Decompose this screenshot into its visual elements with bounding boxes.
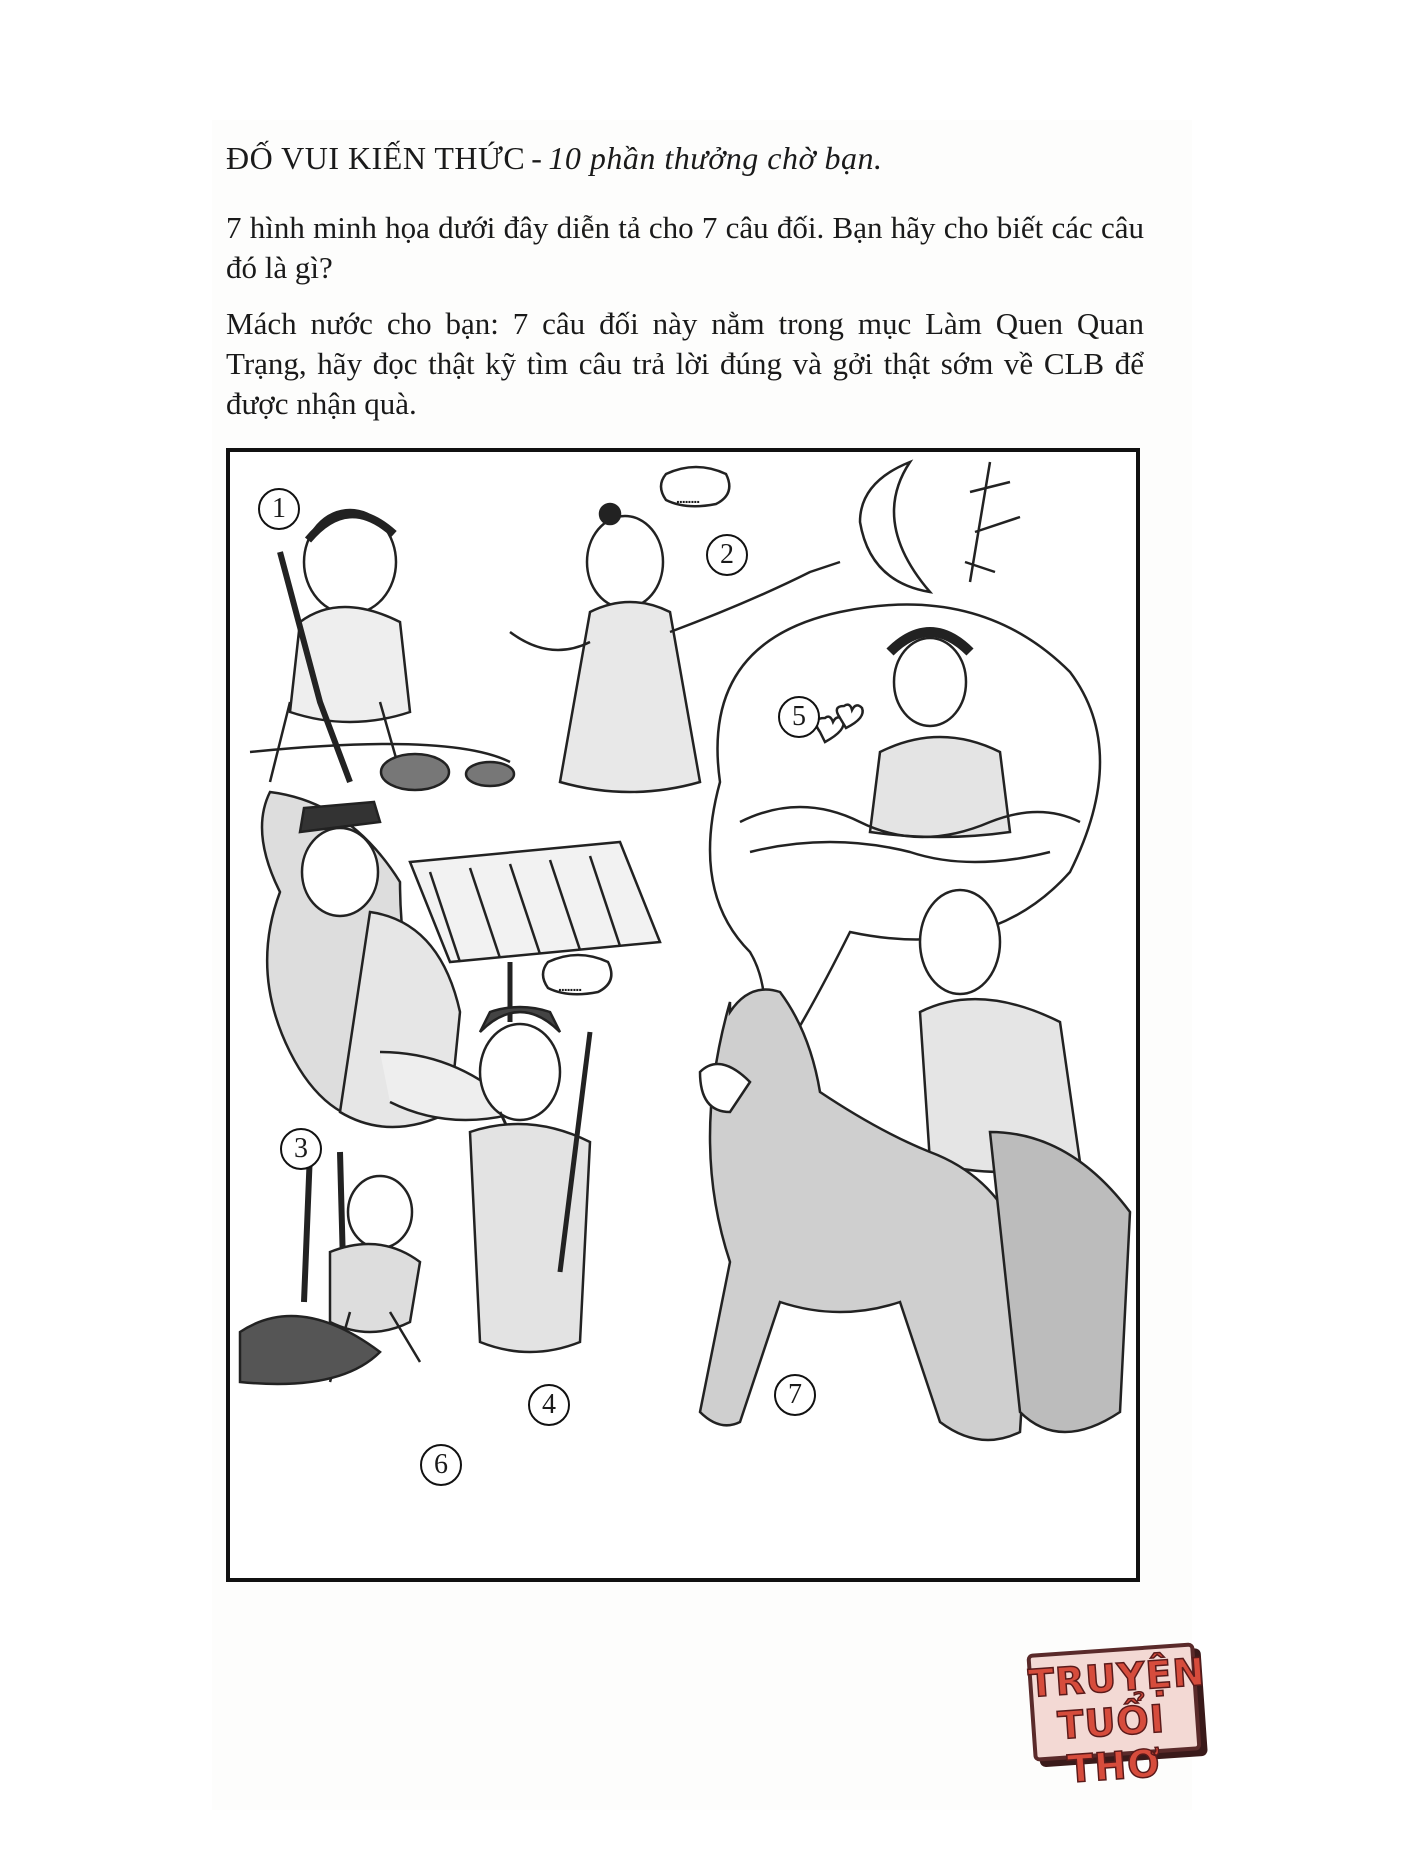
publisher-logo [1026, 1642, 1207, 1792]
marker-1: 1 [258, 488, 300, 530]
speech-bubble-4: ........ [558, 978, 582, 994]
figure-boy-hoe [250, 510, 514, 790]
logo-line-1: TRUYỆN [1026, 1649, 1207, 1706]
title-main: ĐỐ VUI KIẾN THỨC [226, 140, 526, 176]
logo-line-2: TUỔI THƠ [1056, 1696, 1167, 1792]
title-subtitle: 10 phần thưởng chờ bạn. [548, 140, 883, 176]
moon-bamboo [860, 462, 1020, 592]
marker-5: 5 [778, 696, 820, 738]
title-separator: - [531, 140, 543, 176]
illustration-drawing [230, 452, 1136, 1578]
marker-6: 6 [420, 1444, 462, 1486]
marker-7: 7 [774, 1374, 816, 1416]
figure-old-man-staff [470, 955, 611, 1352]
marker-2: 2 [706, 534, 748, 576]
question-text: 7 hình minh họa dưới đây diễn tả cho 7 câu đối. Bạn hãy cho biết các câu đó là gì? [226, 210, 1144, 285]
illustration-frame [226, 448, 1140, 1582]
marker-3: 3 [280, 1128, 322, 1170]
speech-bubble-2: ........ [676, 490, 700, 506]
marker-4: 4 [528, 1384, 570, 1426]
hint-text: Mách nước cho bạn: 7 câu đối này nằm trong mục Làm Quen Quan Trạng, hãy đọc thật kỹ tìm câu trả lời đúng và gởi thật sớm về CLB để được nhận quà. [226, 306, 1144, 421]
figure-running-boy [240, 1176, 420, 1384]
page-title [226, 140, 883, 177]
